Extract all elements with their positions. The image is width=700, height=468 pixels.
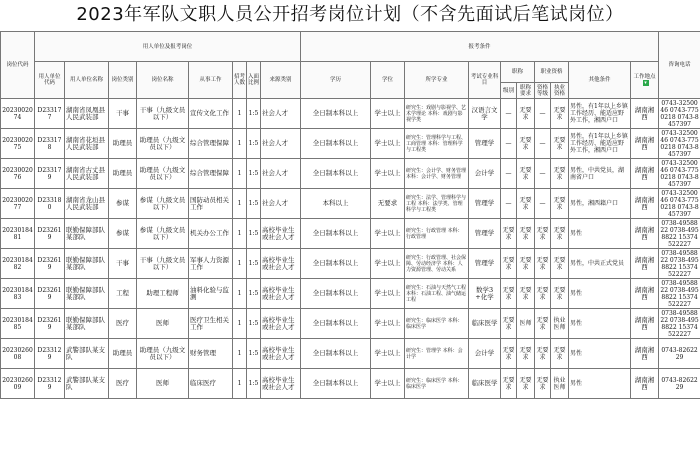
- cell-title-req: 无要求: [517, 249, 535, 279]
- cell-unit-code: D233179: [35, 159, 65, 189]
- cell-source: 社会人才: [261, 129, 301, 159]
- cell-title-level: 无要求: [501, 369, 517, 399]
- page-title: 2023年军队文职人员公开招考岗位计划（不含先面试后笔试岗位）: [76, 4, 624, 25]
- cell-title-req: 无要求: [517, 219, 535, 249]
- header-employer-group: 用人单位及报考岗位: [35, 32, 301, 62]
- header-post-name: 岗位名称: [137, 62, 189, 99]
- cell-unit-code: D233180: [35, 189, 65, 219]
- header-title-req: 职称要求: [517, 83, 535, 99]
- cell-cert-name: 无要求: [551, 279, 569, 309]
- table-row: [1, 189, 700, 219]
- cell-ratio: 1:5: [247, 129, 261, 159]
- cell-category: 助理员: [109, 159, 137, 189]
- cell-location: 湖南湘西: [631, 369, 659, 399]
- cell-phone: 0743-8262229: [659, 339, 700, 369]
- table-row: [1, 249, 700, 279]
- table-row: [1, 369, 700, 399]
- cell-unit-code: D233129: [35, 339, 65, 369]
- cell-other: 男性: [569, 309, 631, 339]
- cell-unit-name: 湖南省凤凰县人民武装部: [65, 99, 109, 129]
- cell-count: 1: [233, 279, 247, 309]
- cell-degree: 学士以上: [371, 309, 405, 339]
- cell-phone: 0743-3250046 0743-7750218 0743-8457397: [660, 129, 699, 158]
- cell-count: 1: [233, 339, 247, 369]
- header-education: 学历: [301, 62, 371, 99]
- cell-degree: 无要求: [371, 189, 405, 219]
- table-row: [1, 99, 700, 129]
- cell-cert-name: 无要求: [551, 339, 569, 369]
- cell-post-code: 2023026008: [1, 339, 35, 369]
- cell-unit-name: 武警部队某支队: [65, 369, 109, 399]
- table-row: [1, 309, 700, 339]
- cell-work: 财务管理: [189, 339, 233, 369]
- cell-work: 机关办公工作: [189, 219, 233, 249]
- table-row: [1, 129, 700, 159]
- cell-title-req: 无要求: [517, 129, 535, 159]
- cell-degree: 学士以上: [371, 219, 405, 249]
- cell-major: 研究生：临床医学 本科：临床医学: [405, 309, 469, 339]
- cell-work: 军事人力资源工作: [189, 249, 233, 279]
- cell-exam-major: 临床医学: [469, 369, 501, 399]
- cell-post-code: 2023018481: [1, 219, 35, 249]
- cell-category: 干事: [109, 249, 137, 279]
- cell-ratio: 1:5: [247, 219, 261, 249]
- header-phone: 咨询电话: [659, 32, 700, 99]
- cell-location: 湖南湘西: [631, 219, 659, 249]
- cell-post-name: 助理员（九级文员以下）: [137, 159, 189, 189]
- cell-ratio: 1:5: [247, 249, 261, 279]
- cell-cert-level: 无要求: [535, 309, 551, 339]
- cell-ratio: 1:5: [247, 189, 261, 219]
- cell-cert-name: 执业医师: [551, 369, 569, 399]
- cell-title-level: —: [501, 159, 517, 189]
- cell-post-name: 助理员（九级文员以下）: [137, 339, 189, 369]
- cell-cert-level: 无要求: [535, 339, 551, 369]
- cell-unit-name: 联勤保障部队某部队: [65, 249, 109, 279]
- cell-location: 湖南湘西: [631, 159, 659, 189]
- cell-title-req: 无要求: [517, 159, 535, 189]
- cell-major: 研究生：法学、管理科学与工程 本科：法学类、管理科学与工程类: [405, 189, 469, 219]
- cell-unit-code: D232619: [35, 309, 65, 339]
- cell-cert-name: 无要求: [551, 219, 569, 249]
- cell-unit-name: 武警部队某支队: [65, 339, 109, 369]
- header-title-group: 职称: [501, 62, 535, 83]
- cell-location: 湖南湘西: [631, 99, 659, 129]
- header-source-type: 来源类别: [261, 62, 301, 99]
- cell-ratio: 1:5: [247, 99, 261, 129]
- cell-cert-level: 无要求: [535, 219, 551, 249]
- cell-post-code: 2023018483: [1, 279, 35, 309]
- cell-major: 研究生：管理学 本科：会计学: [405, 339, 469, 369]
- cell-title-req: 无要求: [517, 339, 535, 369]
- cell-other: 男性: [569, 339, 631, 369]
- cell-count: 1: [233, 309, 247, 339]
- cell-degree: 学士以上: [371, 159, 405, 189]
- cell-location: 湖南湘西: [631, 339, 659, 369]
- cell-ratio: 1:5: [247, 339, 261, 369]
- cell-cert-name: 无要求: [551, 99, 569, 129]
- cell-ratio: 1:5: [247, 309, 261, 339]
- header-post-code: 岗位代码: [1, 32, 35, 99]
- cell-title-level: 无要求: [501, 249, 517, 279]
- cell-source: 高校毕业生或社会人才: [261, 279, 301, 309]
- cell-education: 全日制本科以上: [301, 339, 371, 369]
- header-exam-major: 考试专业科目: [469, 62, 501, 99]
- cell-title-level: —: [501, 129, 517, 159]
- header-title-level: 级别: [501, 83, 517, 99]
- cell-source: 高校毕业生或社会人才: [261, 219, 301, 249]
- cell-post-code: 2023018482: [1, 249, 35, 279]
- cell-education: 本科以上: [301, 189, 371, 219]
- cell-phone: 0743-3250046 0743-7750218 0743-8457397: [660, 159, 699, 188]
- cell-education: 全日制本科以上: [301, 99, 371, 129]
- cell-major: 研究生：戏剧与影视学、艺术学理论 本科：戏剧与影视学类: [405, 99, 469, 129]
- table-row: [1, 339, 700, 369]
- cell-work: 宣传文化工作: [189, 99, 233, 129]
- cell-post-name: 助理工程师: [137, 279, 189, 309]
- header-unit-code: 用人单位代码: [35, 62, 65, 99]
- cell-ratio: 1:5: [247, 279, 261, 309]
- cell-exam-major: 汉语言文学: [469, 99, 501, 129]
- cell-post-name: 干事（九级文员以下）: [137, 249, 189, 279]
- cell-work: 医疗卫生相关工作: [189, 309, 233, 339]
- cell-work: 综合管理保障: [189, 129, 233, 159]
- cell-unit-name: 湖南省龙山县人民武装部: [65, 189, 109, 219]
- cell-location: 湖南湘西: [631, 189, 659, 219]
- cell-education: 全日制本科以上: [301, 249, 371, 279]
- cell-category: 医疗: [109, 309, 137, 339]
- cell-category: 参谋: [109, 189, 137, 219]
- cell-location: 湖南湘西: [631, 309, 659, 339]
- cell-work: 国防动员相关工作: [189, 189, 233, 219]
- cell-title-level: 无要求: [501, 339, 517, 369]
- cell-phone: 0738-4958822 0738-4958822 15374522227: [660, 279, 699, 308]
- cell-source: 高校毕业生或社会人才: [261, 339, 301, 369]
- cell-cert-level: —: [535, 129, 551, 159]
- cell-title-req: 无要求: [517, 279, 535, 309]
- cell-cert-name: 无要求: [551, 249, 569, 279]
- cell-post-code: 2023026009: [1, 369, 35, 399]
- cell-count: 1: [233, 129, 247, 159]
- cell-unit-name: 联勤保障部队某部队: [65, 219, 109, 249]
- cell-count: 1: [233, 159, 247, 189]
- cell-post-name: 干事（九级文员以下）: [137, 99, 189, 129]
- cell-post-name: 参谋（九级文员以下）: [137, 189, 189, 219]
- cell-post-code: 2023002076: [1, 159, 35, 189]
- cell-education: 全日制本科以上: [301, 129, 371, 159]
- header-count: 招考人数: [233, 62, 247, 99]
- cell-unit-code: D233129: [35, 369, 65, 399]
- cell-post-name: 参谋（九级文员以下）: [137, 219, 189, 249]
- cell-post-name: 医师: [137, 309, 189, 339]
- cell-work: 油料化验与监测: [189, 279, 233, 309]
- cell-other: 男性，有1年以上乡镇工作经历、能适应野外工作，湘西户口: [569, 99, 631, 129]
- cell-cert-level: 无要求: [535, 279, 551, 309]
- cell-location: 湖南湘西: [631, 249, 659, 279]
- cell-exam-major: 管理学: [469, 249, 501, 279]
- cell-ratio: 1:5: [247, 159, 261, 189]
- cell-title-level: 无要求: [501, 279, 517, 309]
- cell-education: 全日制本科以上: [301, 369, 371, 399]
- cell-source: 社会人才: [261, 99, 301, 129]
- table-row: [1, 279, 700, 309]
- cell-education: 全日制本科以上: [301, 309, 371, 339]
- header-cert-group: 职业资格: [535, 62, 569, 83]
- cell-phone: 0738-4958822 0738-4958822 15374522227: [660, 309, 699, 338]
- cell-other: 男性，有1年以上乡镇工作经历、能适应野外工作，湘西户口: [569, 129, 631, 159]
- cell-exam-major: 会计学: [469, 339, 501, 369]
- cell-other: 男性，中共党员，湖南省户口: [569, 159, 631, 189]
- cell-unit-name: 湖南省花垣县人民武装部: [65, 129, 109, 159]
- cell-source: 高校毕业生或社会人才: [261, 309, 301, 339]
- cell-unit-name: 联勤保障部队某部队: [65, 309, 109, 339]
- cell-category: 助理员: [109, 339, 137, 369]
- header-cert-name: 执业资格: [551, 83, 569, 99]
- cell-ratio: 1:5: [247, 369, 261, 399]
- cell-source: 社会人才: [261, 159, 301, 189]
- cell-post-code: 2023002075: [1, 129, 35, 159]
- cell-major: 研究生：临床医学 本科：临床医学: [405, 369, 469, 399]
- cell-degree: 学士以上: [371, 249, 405, 279]
- cell-other: 男性: [569, 219, 631, 249]
- cell-cert-level: —: [535, 99, 551, 129]
- cell-phone: 0738-4958822 0738-4958822 15374522227: [660, 219, 699, 248]
- cell-phone: 0743-8262229: [659, 369, 700, 399]
- cell-category: 参谋: [109, 219, 137, 249]
- cell-unit-code: D232619: [35, 219, 65, 249]
- cell-count: 1: [233, 369, 247, 399]
- cell-degree: 学士以上: [371, 369, 405, 399]
- cell-unit-code: D232619: [35, 279, 65, 309]
- header-work: 从事工作: [189, 62, 233, 99]
- cell-other: 男性，湘西籍户口: [569, 189, 631, 219]
- cell-cert-level: —: [535, 189, 551, 219]
- cell-work: 临床医疗: [189, 369, 233, 399]
- cell-category: 干事: [109, 99, 137, 129]
- cell-count: 1: [233, 249, 247, 279]
- cell-education: 全日制本科以上: [301, 159, 371, 189]
- cell-count: 1: [233, 219, 247, 249]
- cell-category: 工程: [109, 279, 137, 309]
- cell-other: 男性: [569, 279, 631, 309]
- cell-cert-name: 无要求: [551, 189, 569, 219]
- filter-icon[interactable]: ▾: [644, 79, 647, 86]
- header-cert-level: 资格等级: [535, 83, 551, 99]
- cell-location: 湖南湘西: [631, 129, 659, 159]
- cell-degree: 学士以上: [371, 129, 405, 159]
- cell-category: 医疗: [109, 369, 137, 399]
- cell-exam-major: 管理学: [469, 189, 501, 219]
- cell-source: 高校毕业生或社会人才: [261, 369, 301, 399]
- cell-work: 综合管理保障: [189, 159, 233, 189]
- header-category: 岗位类别: [109, 62, 137, 99]
- cell-count: 1: [233, 99, 247, 129]
- cell-phone: 0738-4958822 0738-4958822 15374522227: [660, 249, 699, 278]
- cell-education: 全日制本科以上: [301, 219, 371, 249]
- cell-phone: 0743-3250046 0743-7750218 0743-8457397: [660, 189, 699, 218]
- cell-unit-code: D233178: [35, 129, 65, 159]
- cell-degree: 学士以上: [371, 339, 405, 369]
- cell-unit-code: D233177: [35, 99, 65, 129]
- cell-cert-level: 无要求: [535, 249, 551, 279]
- cell-major: 研究生：行政管理 本科：行政管理: [405, 219, 469, 249]
- header-ratio: 入面比例: [247, 62, 261, 99]
- cell-phone: 0743-3250046 0743-7750218 0743-8457397: [660, 99, 699, 128]
- cell-title-level: —: [501, 99, 517, 129]
- cell-major: 研究生：管理科学与工程、工商管理 本科：管理科学与工程类: [405, 129, 469, 159]
- cell-title-level: 无要求: [501, 219, 517, 249]
- table-row: [1, 219, 700, 249]
- cell-major: 研究生：会计学、财务管理 本科：会计学、财务管理: [405, 159, 469, 189]
- cell-other: 男性，中共正式党员: [569, 249, 631, 279]
- cell-education: 全日制本科以上: [301, 279, 371, 309]
- cell-post-code: 2023002074: [1, 99, 35, 129]
- cell-location: 湖南湘西: [631, 279, 659, 309]
- cell-cert-name: 执业医师: [551, 309, 569, 339]
- header-major: 所学专业: [405, 62, 469, 99]
- cell-title-req: 医师: [517, 309, 535, 339]
- cell-unit-name: 湖南省古丈县人民武装部: [65, 159, 109, 189]
- cell-post-name: 医师: [137, 369, 189, 399]
- cell-post-code: 2023018485: [1, 309, 35, 339]
- cell-major: 研究生：石油与天然气工程 本科：石油工程、油气储运工程: [405, 279, 469, 309]
- cell-exam-major: 数学3+化学: [469, 279, 501, 309]
- cell-title-level: —: [501, 189, 517, 219]
- header-conditions-group: 报考条件: [301, 32, 659, 62]
- cell-unit-name: 联勤保障部队某部队: [65, 279, 109, 309]
- cell-degree: 学士以上: [371, 99, 405, 129]
- cell-exam-major: 管理学: [469, 129, 501, 159]
- header-location: 工作地点▾: [631, 62, 659, 99]
- cell-post-name: 助理员（九级文员以下）: [137, 129, 189, 159]
- cell-major: 研究生：行政管理、社会保障、劳动经济学 本科：人力资源管理、劳动关系: [405, 249, 469, 279]
- cell-cert-level: —: [535, 159, 551, 189]
- cell-source: 社会人才: [261, 189, 301, 219]
- cell-exam-major: 会计学: [469, 159, 501, 189]
- cell-exam-major: 临床医学: [469, 309, 501, 339]
- cell-other: 男性: [569, 369, 631, 399]
- cell-cert-name: 无要求: [551, 129, 569, 159]
- cell-post-code: 2023002077: [1, 189, 35, 219]
- cell-title-level: 无要求: [501, 309, 517, 339]
- cell-title-req: 无要求: [517, 369, 535, 399]
- header-unit-name: 用人单位名称: [65, 62, 109, 99]
- table-row: [1, 159, 700, 189]
- header-other: 其他条件: [569, 62, 631, 99]
- job-table: [0, 31, 700, 399]
- cell-exam-major: 管理学: [469, 219, 501, 249]
- cell-unit-code: D232619: [35, 249, 65, 279]
- cell-title-req: 无要求: [517, 99, 535, 129]
- cell-cert-level: 无要求: [535, 369, 551, 399]
- cell-cert-name: 无要求: [551, 159, 569, 189]
- cell-degree: 学士以上: [371, 279, 405, 309]
- header-degree: 学位: [371, 62, 405, 99]
- cell-category: 助理员: [109, 129, 137, 159]
- cell-source: 高校毕业生或社会人才: [261, 249, 301, 279]
- cell-title-req: 无要求: [517, 189, 535, 219]
- cell-count: 1: [233, 189, 247, 219]
